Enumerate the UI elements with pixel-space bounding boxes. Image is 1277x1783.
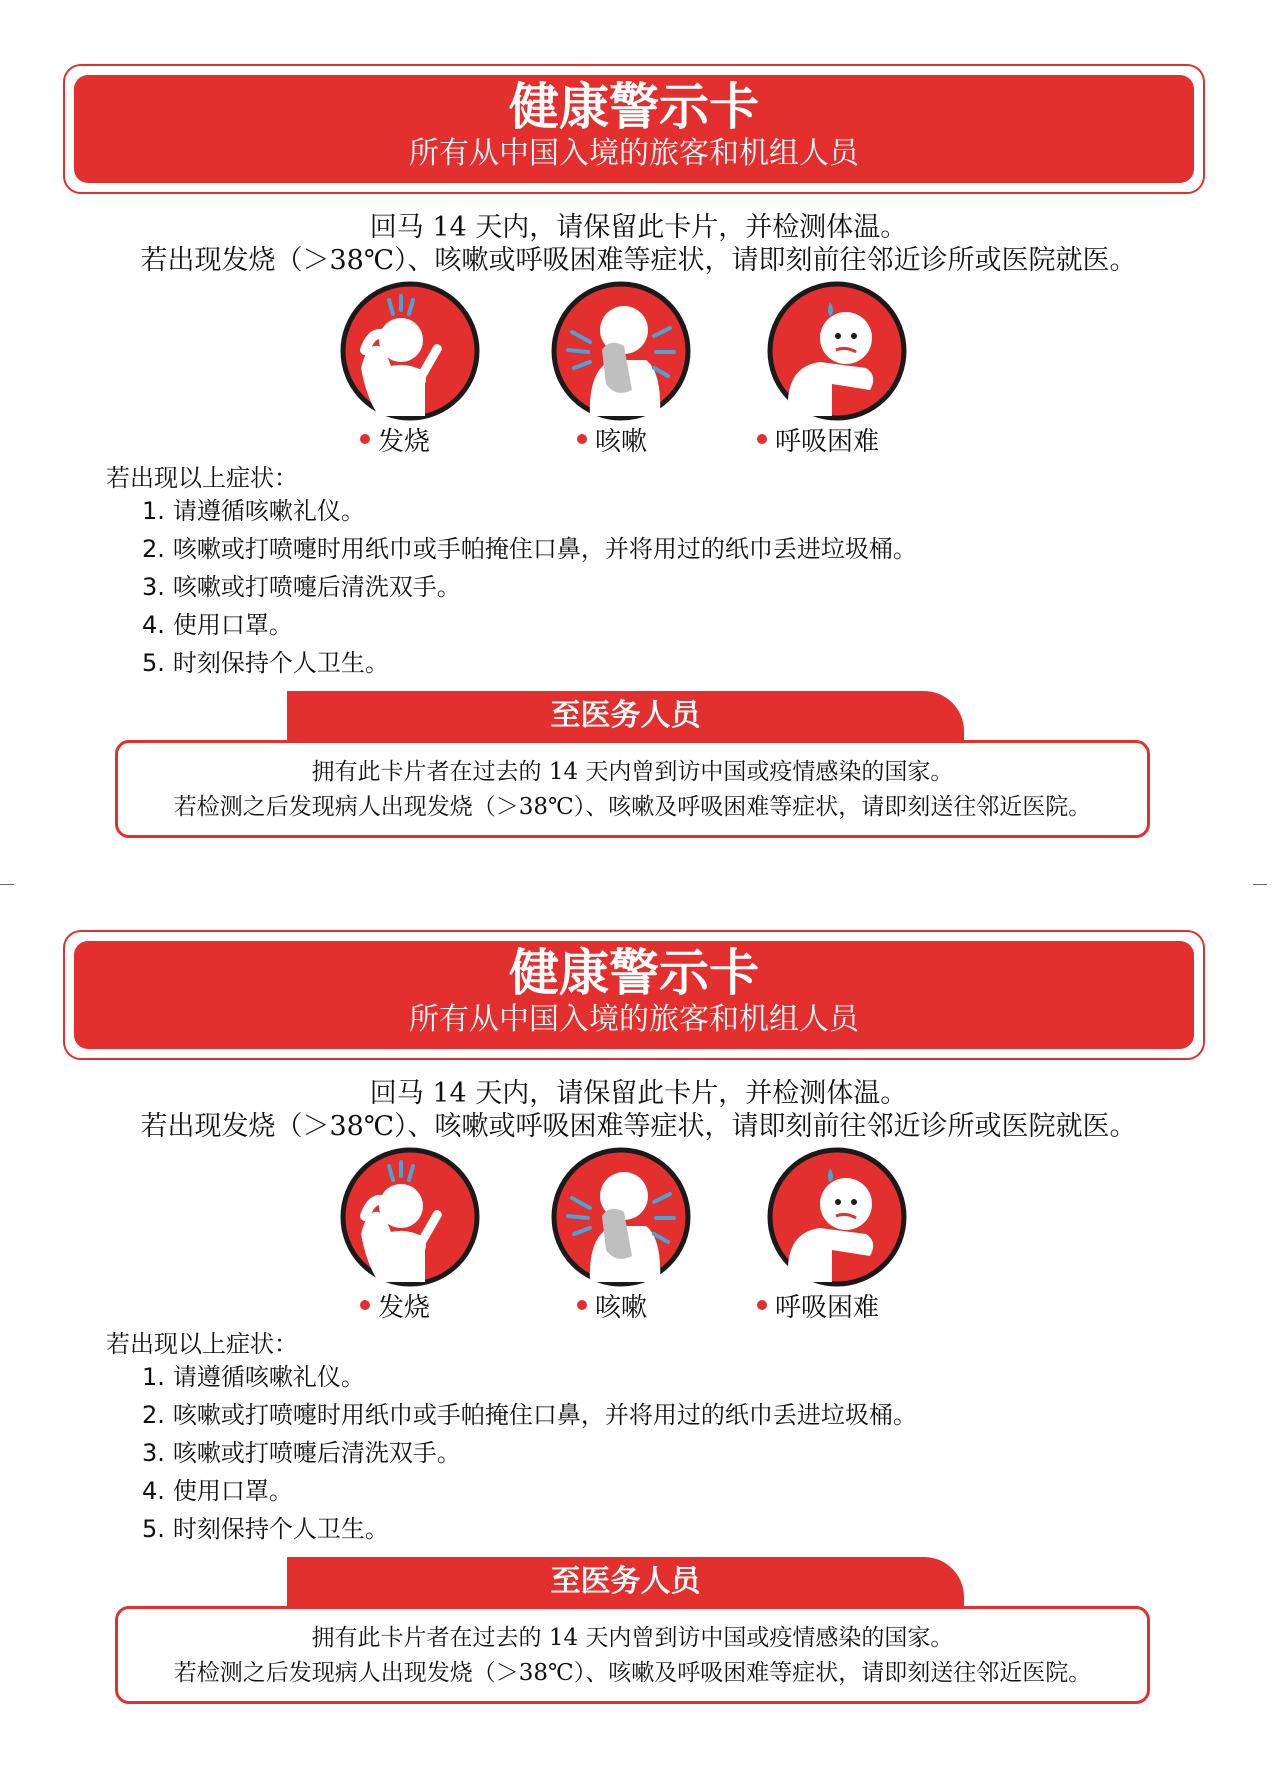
bullet-dot (757, 434, 767, 444)
health-warning-card (0, 0, 1277, 860)
symptom-label: 发烧 (360, 1292, 430, 1324)
symptom-label: 发烧 (360, 426, 430, 458)
medical-line-1: 拥有此卡片者在过去的 14 天内曾到访中国或疫情感染的国家。 (311, 759, 954, 785)
medical-staff-notice (115, 1606, 1150, 1704)
list-item: 4. 使用口罩。 (142, 1477, 293, 1505)
list-item: 4. 使用口罩。 (142, 611, 293, 639)
list-item: 1. 请遵循咳嗽礼仪。 (142, 497, 365, 525)
symptom-label: 呼吸困难 (757, 426, 879, 458)
card-header-banner (74, 941, 1194, 1049)
medical-line-2: 若检测之后发现病人出现发烧（＞38℃）、咳嗽及呼吸困难等症状，请即刻送往邻近医院。 (173, 1660, 1092, 1686)
advice-heading: 若出现以上症状： (106, 464, 298, 492)
breathing-difficulty-icon (766, 1146, 908, 1288)
card-subtitle: 所有从中国入境的旅客和机组人员 (409, 1002, 859, 1037)
symptom-label: 咳嗽 (577, 1292, 647, 1324)
list-item: 2. 咳嗽或打喷嚏时用纸巾或手帕掩住口鼻，并将用过的纸巾丢进垃圾桶。 (142, 1401, 917, 1429)
advice-heading: 若出现以上症状： (106, 1330, 298, 1358)
list-item: 1. 请遵循咳嗽礼仪。 (142, 1363, 365, 1391)
intro-line-2: 若出现发烧（＞38℃）、咳嗽或呼吸困难等症状，请即刻前往邻近诊所或医院就医。 (140, 245, 1137, 276)
list-item: 5. 时刻保持个人卫生。 (142, 649, 389, 677)
list-item: 2. 咳嗽或打喷嚏时用纸巾或手帕掩住口鼻，并将用过的纸巾丢进垃圾桶。 (142, 535, 917, 563)
card-header (63, 930, 1205, 1060)
intro-line-1: 回马 14 天内，请保留此卡片，并检测体温。 (369, 1078, 908, 1109)
medical-line-2: 若检测之后发现病人出现发烧（＞38℃）、咳嗽及呼吸困难等症状，请即刻送往邻近医院。 (173, 794, 1092, 820)
bullet-dot (757, 1300, 767, 1310)
intro-line-1: 回马 14 天内，请保留此卡片，并检测体温。 (369, 212, 908, 243)
cough-icon (550, 1146, 692, 1288)
breathing-difficulty-icon (766, 280, 908, 422)
symptom-label: 呼吸困难 (757, 1292, 879, 1324)
medical-staff-heading: 至医务人员 (287, 691, 964, 741)
advice-list (142, 1360, 917, 1550)
list-item: 3. 咳嗽或打喷嚏后清洗双手。 (142, 573, 461, 601)
bullet-dot (577, 1300, 587, 1310)
bullet-dot (360, 1300, 370, 1310)
bullet-dot (360, 434, 370, 444)
list-item: 5. 时刻保持个人卫生。 (142, 1515, 389, 1543)
card-title: 健康警示卡 (509, 944, 759, 1002)
medical-staff-notice (115, 740, 1150, 838)
list-item: 3. 咳嗽或打喷嚏后清洗双手。 (142, 1439, 461, 1467)
card-header-banner (74, 75, 1194, 183)
fever-thermometer-icon (339, 1146, 481, 1288)
fever-thermometer-icon (339, 280, 481, 422)
bullet-dot (577, 434, 587, 444)
medical-staff-heading: 至医务人员 (287, 1557, 964, 1607)
advice-list (142, 494, 917, 684)
card-title: 健康警示卡 (509, 78, 759, 136)
intro-line-2: 若出现发烧（＞38℃）、咳嗽或呼吸困难等症状，请即刻前往邻近诊所或医院就医。 (140, 1111, 1137, 1142)
card-header (63, 64, 1205, 194)
health-warning-card (0, 866, 1277, 1726)
card-subtitle: 所有从中国入境的旅客和机组人员 (409, 136, 859, 171)
cough-icon (550, 280, 692, 422)
symptom-label: 咳嗽 (577, 426, 647, 458)
medical-line-1: 拥有此卡片者在过去的 14 天内曾到访中国或疫情感染的国家。 (311, 1625, 954, 1651)
